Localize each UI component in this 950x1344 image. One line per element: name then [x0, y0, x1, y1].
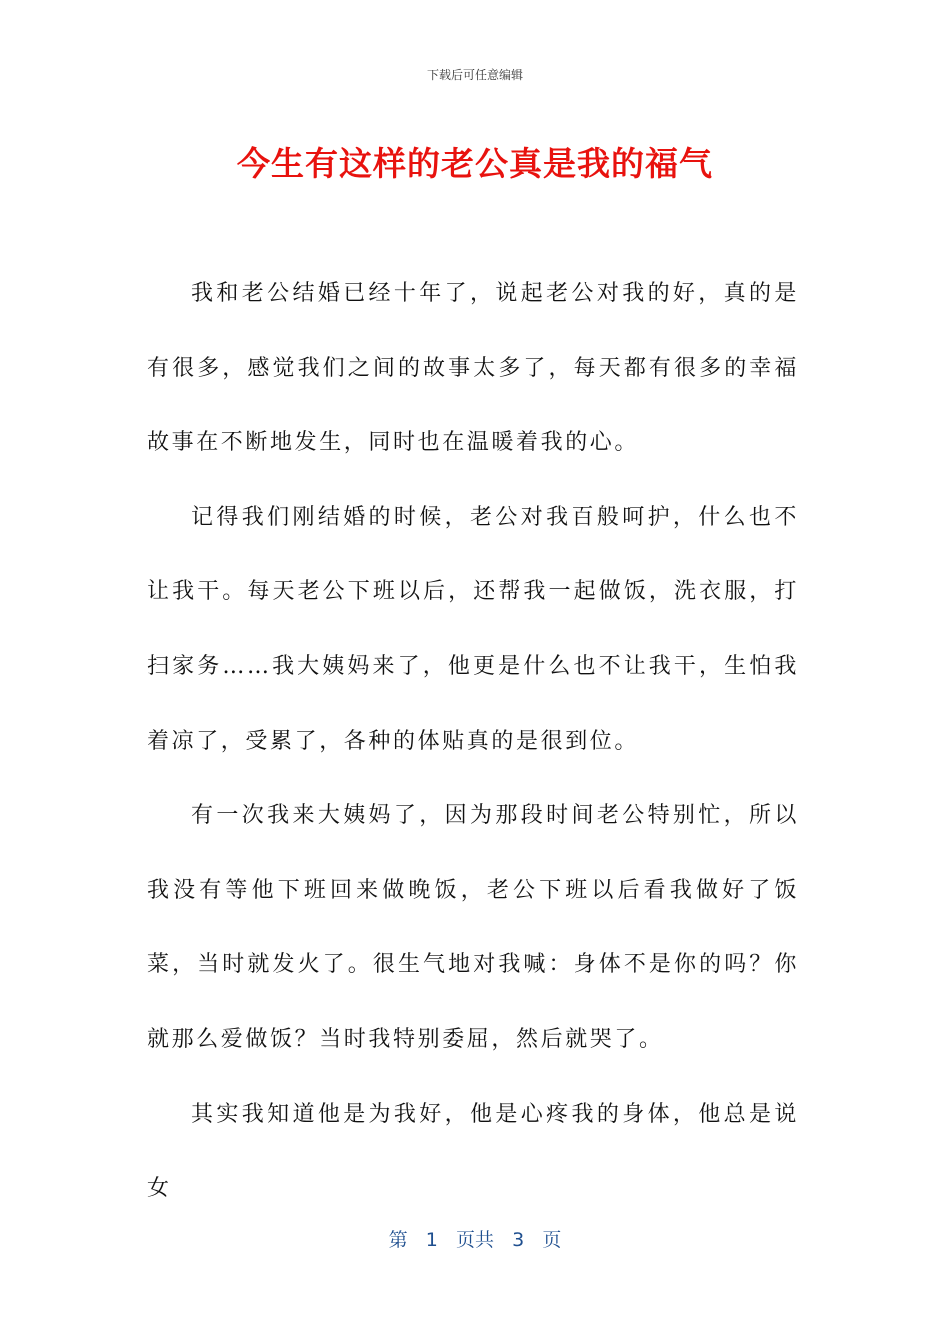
footer-suffix: 页 — [542, 1229, 562, 1251]
header-note: 下载后可任意编辑 — [426, 68, 523, 82]
footer-total-pages: 3 — [512, 1229, 525, 1251]
paragraph-4: 其实我知道他是为我好，他是心疼我的身体，他总是说女 — [147, 1101, 799, 1202]
document-title: 今生有这样的老公真是我的福气 — [237, 144, 713, 183]
paragraph-1: 我和老公结婚已经十年了，说起老公对我的好，真的是有很多，感觉我们之间的故事太多了，每天都有很多的幸福故事在不断地发生，同时也在温暖着我的心。 — [147, 281, 799, 456]
page-footer — [0, 1225, 950, 1252]
footer-middle: 页共 — [455, 1229, 494, 1251]
paragraph-3: 有一次我来大姨妈了，因为那段时间老公特别忙，所以我没有等他下班回来做晚饭，老公下班以后看我做好了饭菜，当时就发火了。很生气地对我喊：身体不是你的吗？你就那么爱做饭？当时我特别委屈，然后就哭了。 — [147, 803, 799, 1052]
paragraph-2: 记得我们刚结婚的时候，老公对我百般呵护，什么也不让我干。每天老公下班以后，还帮我一起做饭，洗衣服，打扫家务……我大姨妈来了，他更是什么也不让我干，生怕我着凉了，受累了，各种的体贴真的是很到位。 — [147, 504, 799, 754]
document-body — [147, 257, 799, 1227]
footer-current-page: 1 — [425, 1229, 438, 1251]
footer-prefix: 第 — [388, 1229, 408, 1251]
